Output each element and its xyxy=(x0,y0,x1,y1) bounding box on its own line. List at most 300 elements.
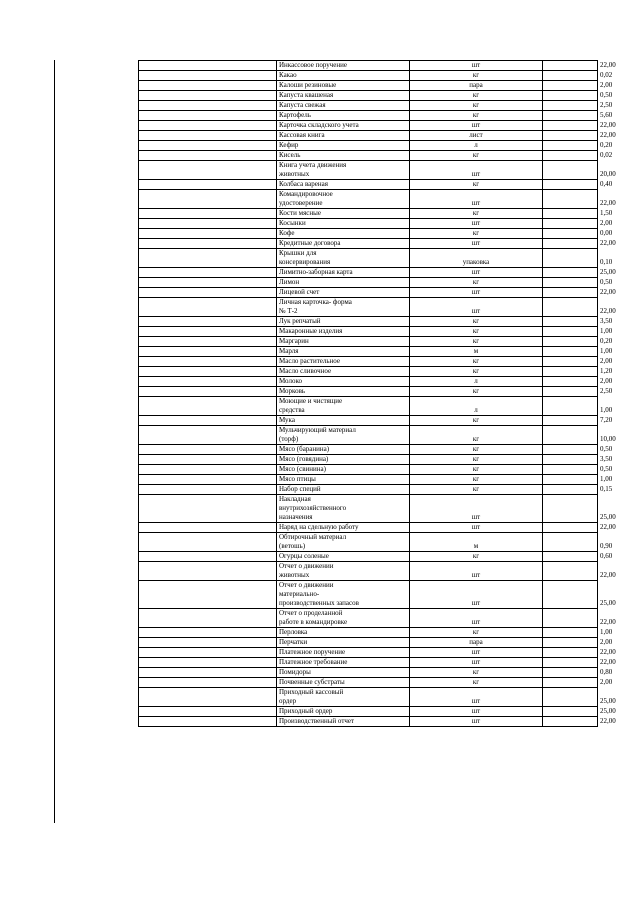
item-name-cell xyxy=(277,523,410,533)
blank-cell xyxy=(139,688,277,707)
unit-cell: кг xyxy=(410,151,543,161)
item-name-cell xyxy=(277,638,410,648)
item-name-cell xyxy=(277,121,410,131)
unit-cell: кг xyxy=(410,367,543,377)
blank-cell xyxy=(543,455,598,465)
blank-cell xyxy=(543,426,598,445)
blank-cell xyxy=(139,121,277,131)
item-name-cell xyxy=(277,81,410,91)
item-name-line: Мясо (говядина) xyxy=(279,455,329,463)
unit-cell: кг xyxy=(410,229,543,239)
blank-cell xyxy=(139,495,277,523)
blank-cell xyxy=(543,111,598,121)
blank-cell xyxy=(139,445,277,455)
unit-cell: шт xyxy=(410,658,543,668)
unit-cell: л xyxy=(410,377,543,387)
unit-cell: шт xyxy=(410,190,543,209)
blank-cell xyxy=(543,485,598,495)
item-name-line: Капуста квашеная xyxy=(279,91,334,99)
blank-cell xyxy=(543,377,598,387)
item-name-cell xyxy=(277,562,410,581)
blank-cell xyxy=(139,111,277,121)
item-name-cell xyxy=(277,151,410,161)
table-row: Кости мясные кг 1,50 xyxy=(139,209,598,219)
table-row: Макаронные изделия кг 1,00 xyxy=(139,327,598,337)
blank-cell xyxy=(139,180,277,190)
unit-cell: шт xyxy=(410,239,543,249)
blank-cell xyxy=(543,397,598,416)
unit-cell: шт xyxy=(410,288,543,298)
table-row: Кефир л 0,20 xyxy=(139,141,598,151)
table-row: Морковь кг 2,50 xyxy=(139,387,598,397)
item-name-cell xyxy=(277,707,410,717)
blank-cell xyxy=(543,249,598,268)
item-name-line: Кости мясные xyxy=(279,209,321,217)
unit-cell: шт xyxy=(410,707,543,717)
table-row: Лук репчатый кг 3,50 xyxy=(139,317,598,327)
item-name-line: Лицевой счет xyxy=(279,288,320,296)
item-name-cell xyxy=(277,426,410,445)
item-name-line: материально- xyxy=(279,590,320,598)
blank-cell xyxy=(139,552,277,562)
item-name-cell xyxy=(277,581,410,609)
blank-cell xyxy=(139,638,277,648)
blank-cell xyxy=(139,533,277,552)
item-name-cell xyxy=(277,180,410,190)
unit-cell: шт xyxy=(410,581,543,609)
blank-cell xyxy=(543,523,598,533)
item-name-line: Мука xyxy=(279,416,295,424)
table-row: Книга учета движения животных шт 20,00 xyxy=(139,161,598,180)
blank-cell xyxy=(543,552,598,562)
unit-cell: кг xyxy=(410,180,543,190)
blank-cell xyxy=(543,533,598,552)
item-name-line: удостоверение xyxy=(279,199,323,207)
item-name-cell xyxy=(277,475,410,485)
blank-cell xyxy=(543,658,598,668)
table-row: Огурцы соленые кг 0,60 xyxy=(139,552,598,562)
item-name-cell xyxy=(277,357,410,367)
blank-cell xyxy=(139,268,277,278)
item-name-cell xyxy=(277,229,410,239)
blank-cell xyxy=(543,416,598,426)
blank-cell xyxy=(139,397,277,416)
item-name-line: Перчатки xyxy=(279,638,308,646)
blank-cell xyxy=(139,416,277,426)
blank-cell xyxy=(543,638,598,648)
item-name-cell xyxy=(277,131,410,141)
table-row: Накладная внутрихозяйственного назначения шт 25,00 xyxy=(139,495,598,523)
blank-cell xyxy=(543,327,598,337)
item-name-cell xyxy=(277,190,410,209)
unit-cell: кг xyxy=(410,317,543,327)
item-name-cell xyxy=(277,239,410,249)
item-name-line: Помидоры xyxy=(279,668,311,676)
blank-cell xyxy=(543,141,598,151)
item-name-cell xyxy=(277,327,410,337)
item-name-cell xyxy=(277,416,410,426)
item-name-cell xyxy=(277,141,410,151)
unit-cell: кг xyxy=(410,91,543,101)
blank-cell xyxy=(139,426,277,445)
item-name-cell xyxy=(277,111,410,121)
blank-cell xyxy=(543,209,598,219)
item-name-cell xyxy=(277,367,410,377)
blank-cell xyxy=(543,229,598,239)
item-name-line: животных xyxy=(279,571,310,579)
unit-cell: кг xyxy=(410,455,543,465)
table-row: Обтирочный материал (ветошь) м 0,90 xyxy=(139,533,598,552)
unit-cell: шт xyxy=(410,609,543,628)
item-name-line: Карточка складского учета xyxy=(279,121,359,129)
item-name-cell xyxy=(277,628,410,638)
blank-cell xyxy=(139,131,277,141)
table-row: Платежное требование шт 22,00 xyxy=(139,658,598,668)
item-name-line: № Т-2 xyxy=(279,307,298,315)
blank-cell xyxy=(543,81,598,91)
unit-cell: кг xyxy=(410,209,543,219)
item-name-cell xyxy=(277,397,410,416)
blank-cell xyxy=(139,707,277,717)
item-name-line: Отчет о проделанной xyxy=(279,609,343,617)
table-row: Мясо (баранина) кг 0,50 xyxy=(139,445,598,455)
item-name-cell xyxy=(277,91,410,101)
table-row: Наряд на сдельную работу шт 22,00 xyxy=(139,523,598,533)
unit-cell: шт xyxy=(410,562,543,581)
table-row: Карточка складского учета шт 22,00 xyxy=(139,121,598,131)
blank-cell xyxy=(543,288,598,298)
blank-cell xyxy=(543,239,598,249)
item-name-line: Инкассовое поручение xyxy=(279,61,347,69)
blank-cell xyxy=(139,717,277,727)
item-name-cell xyxy=(277,387,410,397)
blank-cell xyxy=(139,141,277,151)
item-name-cell xyxy=(277,495,410,523)
blank-cell xyxy=(139,485,277,495)
item-name-cell xyxy=(277,668,410,678)
table-row: Кассовая книга лист 22,00 xyxy=(139,131,598,141)
item-name-line: Кофе xyxy=(279,229,295,237)
item-name-line: Книга учета движения xyxy=(279,161,347,169)
table-row: Калоши резиновые пара 2,00 xyxy=(139,81,598,91)
item-name-line: Капуста свежая xyxy=(279,101,326,109)
table-row: Кредитные договора шт 22,00 xyxy=(139,239,598,249)
item-name-line: Марля xyxy=(279,347,299,355)
item-name-line: работе в командировке xyxy=(279,618,348,626)
table-row: Марля м 1,00 xyxy=(139,347,598,357)
item-name-line: назначения xyxy=(279,513,313,521)
blank-cell xyxy=(139,581,277,609)
blank-cell xyxy=(543,648,598,658)
unit-cell: пара xyxy=(410,638,543,648)
blank-cell xyxy=(139,367,277,377)
blank-cell xyxy=(543,337,598,347)
item-name-cell xyxy=(277,288,410,298)
item-name-cell xyxy=(277,278,410,288)
blank-cell xyxy=(139,101,277,111)
table-row: Перчатки пара 2,00 xyxy=(139,638,598,648)
blank-cell xyxy=(543,357,598,367)
unit-cell: м xyxy=(410,347,543,357)
unit-cell: кг xyxy=(410,485,543,495)
item-name-line: Наряд на сдельную работу xyxy=(279,523,359,531)
blank-cell xyxy=(139,317,277,327)
item-name-cell xyxy=(277,161,410,180)
table-row: Производственный отчет шт 22,00 xyxy=(139,717,598,727)
blank-cell xyxy=(139,562,277,581)
item-name-line: консервирования xyxy=(279,258,331,266)
item-name-cell xyxy=(277,219,410,229)
item-name-line: Платежное требование xyxy=(279,658,348,666)
item-name-cell xyxy=(277,249,410,268)
blank-cell xyxy=(139,239,277,249)
blank-cell xyxy=(139,327,277,337)
blank-cell xyxy=(139,298,277,317)
item-name-line: внутрихозяйственного xyxy=(279,504,347,512)
item-name-line: Мясо (свинина) xyxy=(279,465,326,473)
table-row: Отчет о движении материально- производственных запасов шт 25,00 xyxy=(139,581,598,609)
unit-cell: шт xyxy=(410,523,543,533)
blank-cell xyxy=(543,151,598,161)
table-row: Мульчирующий материал (торф) кг 10,00 xyxy=(139,426,598,445)
blank-cell xyxy=(139,678,277,688)
blank-cell xyxy=(543,668,598,678)
blank-cell xyxy=(139,219,277,229)
unit-cell: л xyxy=(410,397,543,416)
item-name-cell xyxy=(277,717,410,727)
unit-cell: кг xyxy=(410,337,543,347)
unit-cell: шт xyxy=(410,717,543,727)
unit-cell: кг xyxy=(410,327,543,337)
unit-cell: м xyxy=(410,533,543,552)
blank-cell xyxy=(139,249,277,268)
table-row: Отчет о проделанной работе в командировке шт 22,00 xyxy=(139,609,598,628)
table-row: Косынки шт 2,00 xyxy=(139,219,598,229)
blank-cell xyxy=(139,81,277,91)
blank-cell xyxy=(139,387,277,397)
blank-cell xyxy=(139,628,277,638)
item-name-line: Платежное поручение xyxy=(279,648,346,656)
blank-cell xyxy=(543,219,598,229)
item-name-cell xyxy=(277,298,410,317)
table-row: Инкассовое поручение шт 22,00 xyxy=(139,61,598,71)
table-row: Кисель кг 0,02 xyxy=(139,151,598,161)
table-row: Колбаса вареная кг 0,40 xyxy=(139,180,598,190)
item-name-line: Приходный ордер xyxy=(279,707,333,715)
table-row: Почвенные субстраты кг 2,00 xyxy=(139,678,598,688)
unit-cell: кг xyxy=(410,552,543,562)
blank-cell xyxy=(543,387,598,397)
unit-cell: шт xyxy=(410,161,543,180)
blank-cell xyxy=(543,268,598,278)
blank-cell xyxy=(543,278,598,288)
item-name-line: Масло растительное xyxy=(279,357,340,365)
unit-cell: шт xyxy=(410,219,543,229)
table-row: Перловка кг 1,00 xyxy=(139,628,598,638)
item-name-line: Производственный отчет xyxy=(279,717,355,725)
blank-cell xyxy=(139,151,277,161)
item-name-line: животных xyxy=(279,170,310,178)
item-name-line: Набор специй xyxy=(279,485,321,493)
table-row: Мясо птицы кг 1,00 xyxy=(139,475,598,485)
table-row: Лимитно-заборная карта шт 25,00 xyxy=(139,268,598,278)
item-name-cell xyxy=(277,658,410,668)
item-name-line: Макаронные изделия xyxy=(279,327,343,335)
table-row: Приходный ордер шт 25,00 xyxy=(139,707,598,717)
item-name-line: Косынки xyxy=(279,219,306,227)
item-name-cell xyxy=(277,209,410,219)
blank-cell xyxy=(543,347,598,357)
blank-cell xyxy=(543,562,598,581)
table-row: Отчет о движении животных шт 22,00 xyxy=(139,562,598,581)
blank-cell xyxy=(543,707,598,717)
unit-cell: кг xyxy=(410,357,543,367)
item-name-line: (торф) xyxy=(279,435,299,443)
item-name-line: Картофель xyxy=(279,111,311,119)
unit-cell: шт xyxy=(410,121,543,131)
blank-cell xyxy=(139,91,277,101)
blank-cell xyxy=(139,61,277,71)
blank-cell xyxy=(543,101,598,111)
item-name-cell xyxy=(277,337,410,347)
table-row: Капуста свежая кг 2,50 xyxy=(139,101,598,111)
unit-cell: кг xyxy=(410,278,543,288)
blank-cell xyxy=(139,347,277,357)
blank-cell xyxy=(139,278,277,288)
blank-cell xyxy=(543,298,598,317)
blank-cell xyxy=(139,288,277,298)
table-row: Картофель кг 5,60 xyxy=(139,111,598,121)
blank-cell xyxy=(543,121,598,131)
blank-cell xyxy=(139,161,277,180)
blank-cell xyxy=(139,648,277,658)
item-name-line: Накладная xyxy=(279,495,311,503)
blank-cell xyxy=(139,475,277,485)
unit-cell: кг xyxy=(410,465,543,475)
unit-cell: кг xyxy=(410,628,543,638)
table-row: Какао кг 0,02 xyxy=(139,71,598,81)
table-row: Мука кг 7,20 xyxy=(139,416,598,426)
item-name-line: Почвенные субстраты xyxy=(279,678,345,686)
blank-cell xyxy=(543,91,598,101)
blank-cell xyxy=(139,668,277,678)
table-row: Набор специй кг 0,15 xyxy=(139,485,598,495)
item-name-line: производственных запасов xyxy=(279,599,359,607)
item-name-cell xyxy=(277,377,410,387)
item-name-cell xyxy=(277,445,410,455)
item-name-cell xyxy=(277,678,410,688)
item-name-cell xyxy=(277,268,410,278)
table-row: Лимон кг 0,50 xyxy=(139,278,598,288)
item-name-line: Мясо птицы xyxy=(279,475,316,483)
blank-cell xyxy=(139,455,277,465)
item-name-line: Личная карточка- форма xyxy=(279,298,352,306)
item-name-line: Маргарин xyxy=(279,337,309,345)
unit-cell: кг xyxy=(410,668,543,678)
item-name-line: Какао xyxy=(279,71,297,79)
item-name-line: Крышки для xyxy=(279,249,317,257)
item-name-line: Мясо (баранина) xyxy=(279,445,330,453)
price-table-body xyxy=(139,61,616,727)
item-name-cell xyxy=(277,61,410,71)
blank-cell xyxy=(543,131,598,141)
blank-cell xyxy=(543,445,598,455)
table-row: Платежное поручение шт 22,00 xyxy=(139,648,598,658)
item-name-line: Мульчирующий материал xyxy=(279,426,356,434)
item-name-line: Молоко xyxy=(279,377,302,385)
unit-cell: кг xyxy=(410,111,543,121)
unit-cell: пара xyxy=(410,81,543,91)
item-name-line: Кассовая книга xyxy=(279,131,325,139)
table-row: Масло сливочное кг 1,20 xyxy=(139,367,598,377)
item-name-line: Лук репчатый xyxy=(279,317,321,325)
item-name-line: Лимитно-заборная карта xyxy=(279,268,353,276)
table-row: Капуста квашеная кг 0,50 xyxy=(139,91,598,101)
item-name-cell xyxy=(277,485,410,495)
table-row: Приходный кассовый ордер шт 25,00 xyxy=(139,688,598,707)
item-name-line: Отчет о движении xyxy=(279,562,334,570)
blank-cell xyxy=(139,465,277,475)
blank-cell xyxy=(139,357,277,367)
blank-cell xyxy=(543,609,598,628)
blank-cell xyxy=(543,161,598,180)
item-name-cell xyxy=(277,71,410,81)
item-name-cell xyxy=(277,317,410,327)
blank-cell xyxy=(543,678,598,688)
unit-cell: кг xyxy=(410,101,543,111)
item-name-line: Командировочное xyxy=(279,190,333,198)
price-table xyxy=(138,60,616,727)
table-row: Масло растительное кг 2,00 xyxy=(139,357,598,367)
item-name-cell xyxy=(277,688,410,707)
table-row: Кофе кг 0,00 xyxy=(139,229,598,239)
item-name-line: Кредитные договора xyxy=(279,239,341,247)
item-name-cell xyxy=(277,455,410,465)
table-row: Лицевой счет шт 22,00 xyxy=(139,288,598,298)
blank-cell xyxy=(543,475,598,485)
blank-cell xyxy=(543,465,598,475)
blank-cell xyxy=(543,628,598,638)
blank-cell xyxy=(543,180,598,190)
blank-cell xyxy=(139,377,277,387)
item-name-line: Моющие и чистящие xyxy=(279,397,343,405)
item-name-line: средства xyxy=(279,406,305,414)
table-row: Личная карточка- форма № Т-2 шт 22,00 xyxy=(139,298,598,317)
item-name-line: Калоши резиновые xyxy=(279,81,337,89)
item-name-line: Морковь xyxy=(279,387,306,395)
blank-cell xyxy=(543,688,598,707)
item-name-cell xyxy=(277,648,410,658)
item-name-cell xyxy=(277,465,410,475)
unit-cell: шт xyxy=(410,688,543,707)
item-name-line: Отчет о движении xyxy=(279,581,334,589)
item-name-cell xyxy=(277,347,410,357)
blank-cell xyxy=(139,658,277,668)
unit-cell: кг xyxy=(410,387,543,397)
blank-cell xyxy=(139,229,277,239)
table-row: Мясо (говядина) кг 3,50 xyxy=(139,455,598,465)
item-name-line: Колбаса вареная xyxy=(279,180,328,188)
table-row: Маргарин кг 0,20 xyxy=(139,337,598,347)
blank-cell xyxy=(543,717,598,727)
blank-cell xyxy=(139,337,277,347)
item-name-line: (ветошь) xyxy=(279,542,306,550)
left-margin-line xyxy=(54,60,55,823)
unit-cell: кг xyxy=(410,475,543,485)
table-row: Моющие и чистящие средства л 1,00 xyxy=(139,397,598,416)
blank-cell xyxy=(543,495,598,523)
blank-cell xyxy=(543,367,598,377)
